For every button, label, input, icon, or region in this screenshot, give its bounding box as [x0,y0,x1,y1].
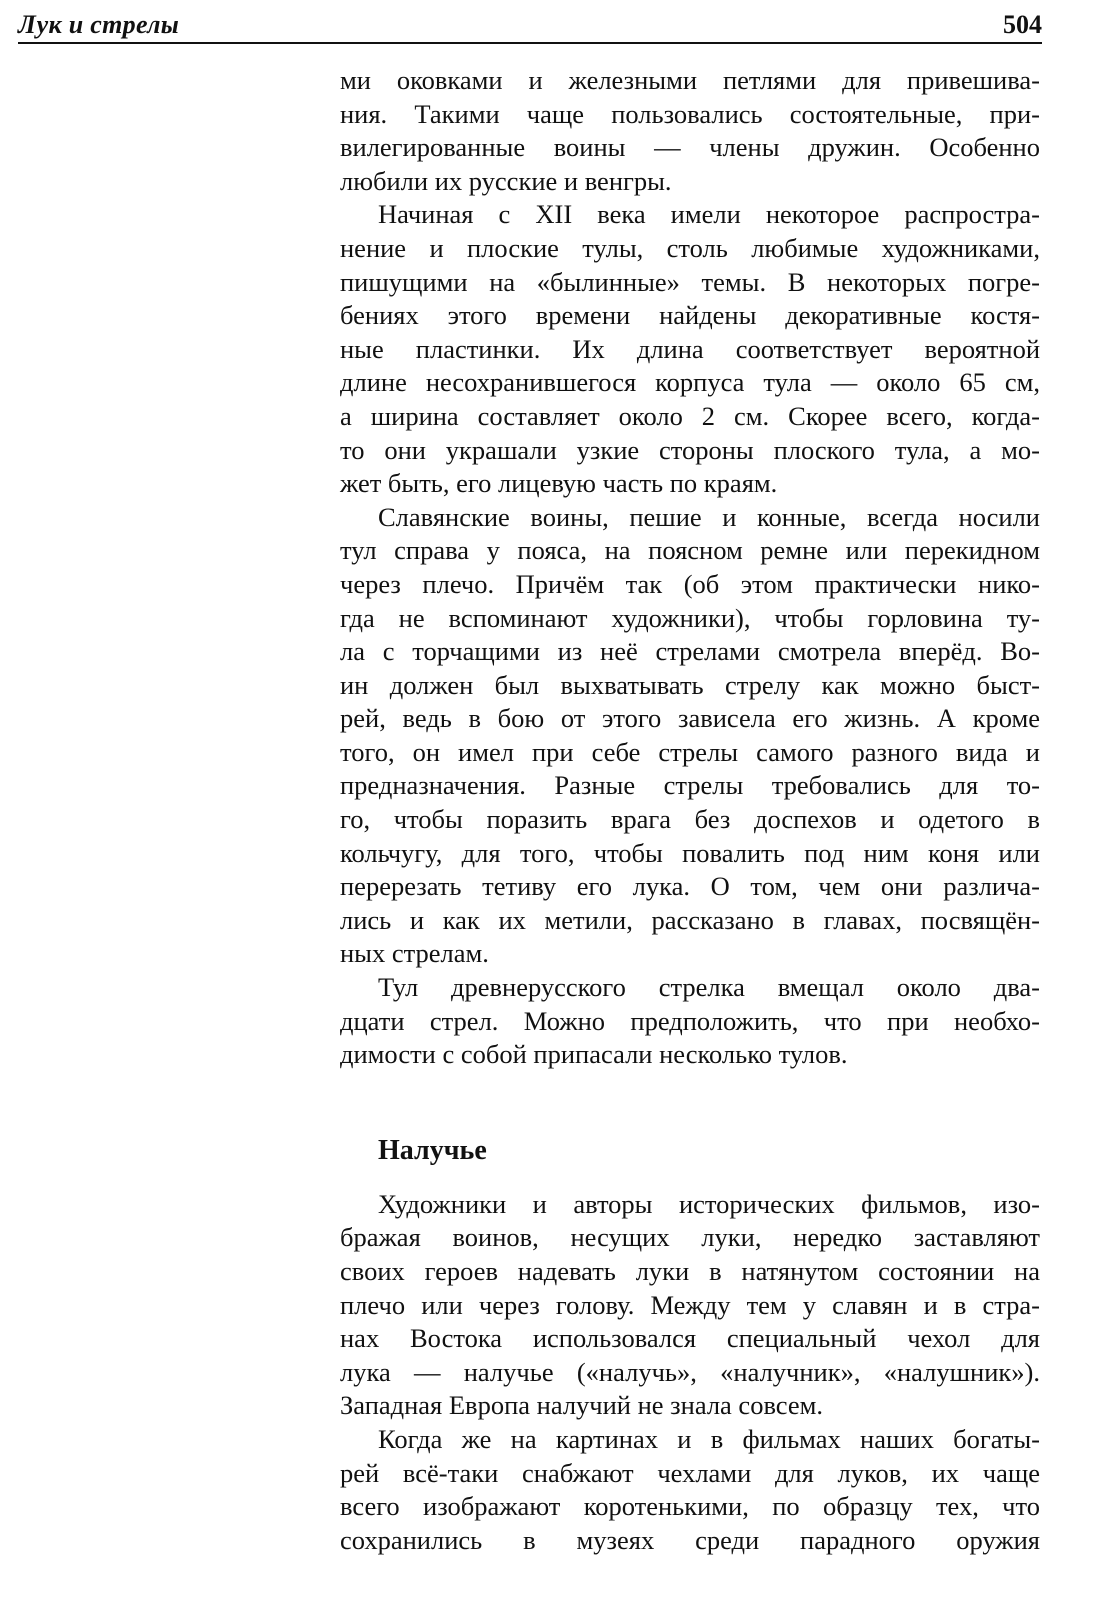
text-line: гда не вспоминают художники), чтобы горловина ту- [340,602,1040,633]
text-line: плечо или через голову. Между тем у славян и в стра- [340,1289,1040,1320]
paragraph-quiver-capacity [340,971,1040,1072]
page-number: 504 [1003,10,1042,39]
paragraph-continuation [340,64,1040,198]
text-line: ные пластинки. Их длина соответствует вероятной [340,333,1040,364]
text-line: через плечо. Причём так (об этом практически нико- [340,568,1040,599]
running-header [18,8,1042,44]
text-line: предназначения. Разные стрелы требовались для то- [340,770,1040,801]
text-line: Славянские воины, пешие и конные, всегда носили [378,501,1040,532]
text-line: Западная Европа налучий не знала совсем. [340,1390,824,1421]
text-line: Тул древнерусского стрелка вмещал около два- [378,972,1040,1003]
text-line: жет быть, его лицевую часть по краям. [340,468,778,499]
running-title: Лук и стрелы [18,10,180,39]
text-line: рей всё-таки снабжают чехлами для луков, их чаще [340,1457,1040,1488]
text-line: го, чтобы поразить врага без доспехов и одетого в [340,804,1040,835]
text-line: ных стрелам. [340,938,489,969]
text-line: любили их русские и венгры. [340,165,672,196]
paragraph-slavic-warriors [340,501,1040,971]
text-line: длине несохранившегося корпуса тула — около 65 см, [340,367,1040,398]
text-line: ин должен был выхватывать стрелу как можно быст- [340,669,1040,700]
text-line: рей, ведь в бою от этого зависела его жизнь. А кроме [340,703,1040,734]
text-line: тул справа у пояса, на поясном ремне или перекидном [340,535,1040,566]
text-line: Когда же на картинах и в фильмах наших богаты- [378,1423,1040,1454]
text-line: нение и плоские тулы, столь любимые художниками, [340,232,1040,263]
text-line: нах Востока использовался специальный чехол для [340,1323,1040,1354]
text-line: ми оковками и железными петлями для привешива- [340,65,1040,95]
text-line: Начиная с XII века имели некоторое распростра- [378,199,1040,230]
text-line: лись и как их метили, рассказано в главах, посвящён- [340,904,1040,935]
text-line: димости с собой припасали несколько тулов. [340,1039,848,1070]
text-line: всего изображают коротенькими, по образцу тех, что [340,1491,1040,1522]
paragraph-bogatyrs [340,1423,1040,1557]
text-line: своих героев надевать луки в натянутом состоянии на [340,1256,1040,1286]
text-line: перерезать тетиву его лука. О том, чем они различа- [340,871,1040,902]
text-line: ния. Такими чаще пользовались состоятельные, при- [340,98,1040,129]
text-line: сохранились в музеях среди парадного оружия [340,1524,1040,1555]
paragraph-bow-case [340,1188,1040,1423]
section-heading: Налучье [378,1134,487,1166]
text-line: вилегированные воины — члены дружин. Особенно [340,132,1040,163]
text-line: а ширина составляет около 2 см. Скорее всего, когда- [340,400,1040,431]
text-line: кольчугу, для того, чтобы повалить под ним коня или [340,837,1040,868]
text-column [340,64,1040,1557]
text-line: пишущими на «былинные» темы. В некоторых погре- [340,266,1040,297]
text-line: дцати стрел. Можно предположить, что при необхо- [340,1005,1040,1036]
paragraph-flat-quivers [340,198,1040,500]
text-line: бениях этого времени найдены декоративные костя- [340,300,1040,331]
text-line: того, он имел при себе стрелы самого разного вида и [340,736,1040,767]
text-line: ла с торчащими из неё стрелами смотрела вперёд. Во- [340,636,1040,667]
text-line: лука — налучье («налучь», «налучник», «налушник»). [340,1356,1040,1387]
text-line: Художники и авторы исторических фильмов, изо- [378,1188,1040,1219]
text-line: бражая воинов, несущих луки, нередко заставляют [340,1222,1040,1253]
text-line: то они украшали узкие стороны плоского тула, а мо- [340,434,1040,465]
